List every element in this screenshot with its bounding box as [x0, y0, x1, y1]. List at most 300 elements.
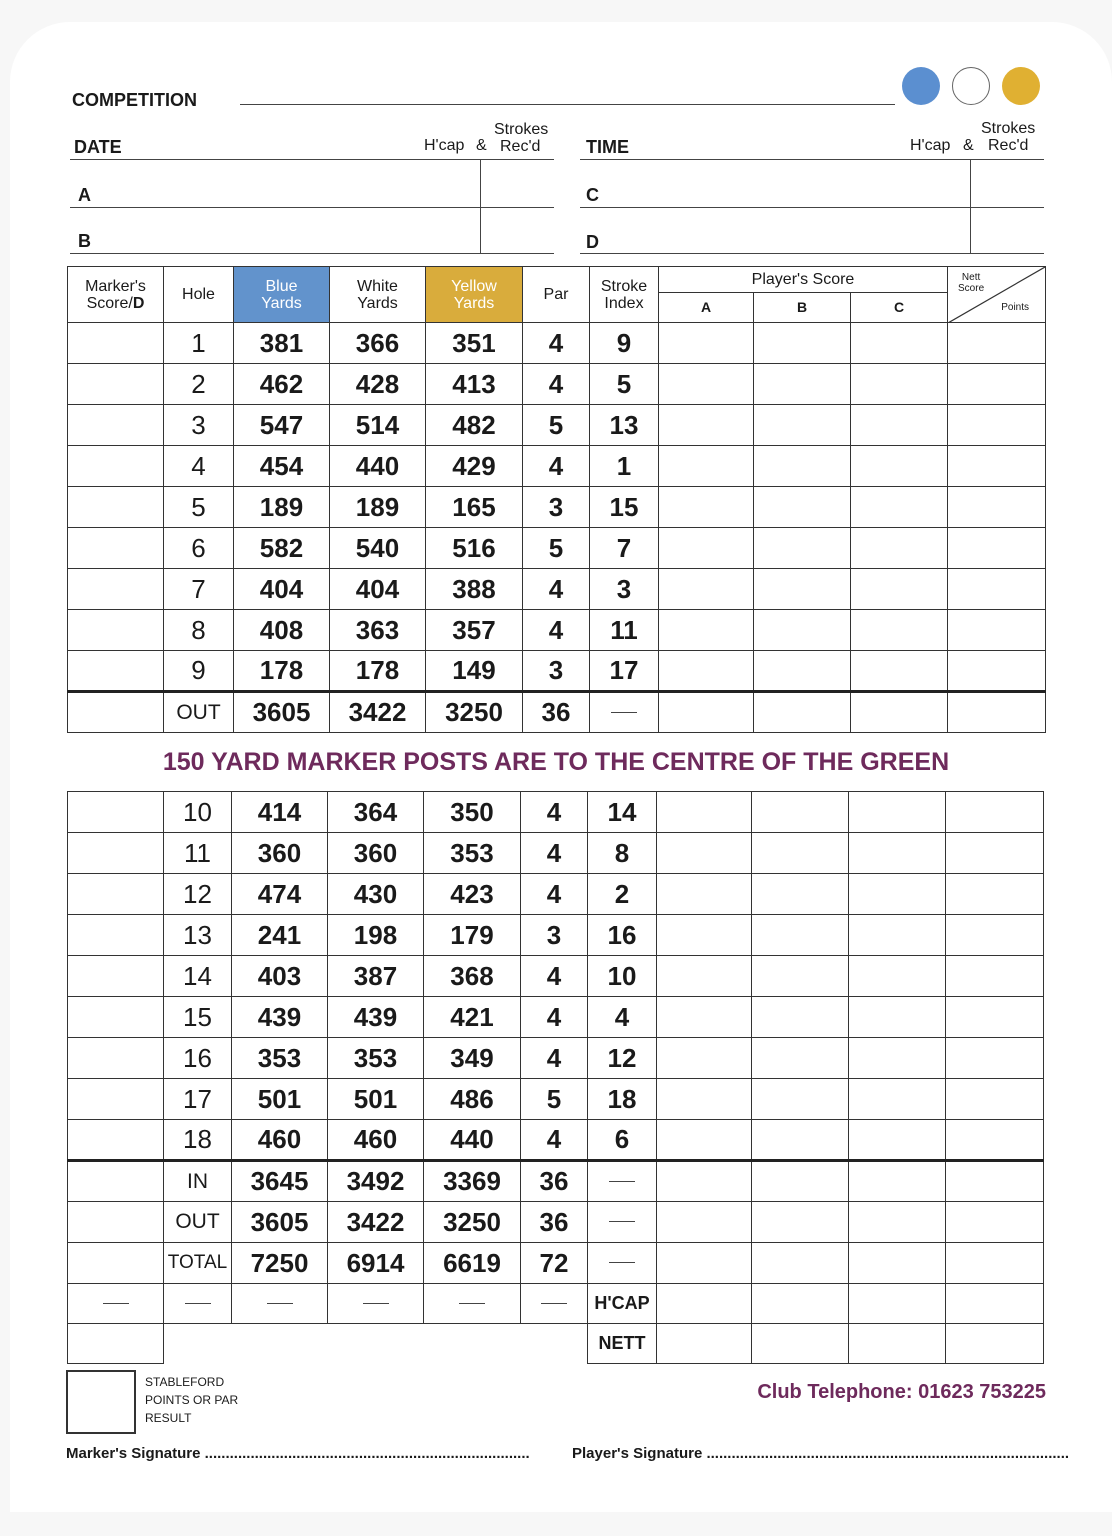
blue-yards: 241: [232, 915, 328, 956]
date-label: DATE: [74, 137, 122, 157]
nett-points-total[interactable]: [948, 692, 1046, 733]
player-a-score[interactable]: [657, 874, 752, 915]
marker-score-cell[interactable]: [68, 997, 164, 1038]
yellow-yards-total: 6619: [424, 1243, 521, 1284]
hole-number: 5: [164, 487, 234, 528]
player-b-total[interactable]: [752, 1202, 849, 1243]
player-c-score[interactable]: [849, 874, 946, 915]
par-header: Par: [523, 267, 590, 323]
marker-score-cell[interactable]: [68, 323, 164, 364]
stroke-index: 14: [588, 792, 657, 833]
amp-right: &: [963, 137, 974, 154]
nett-points[interactable]: [946, 997, 1044, 1038]
divider: [70, 159, 554, 160]
player-b-score[interactable]: [754, 610, 851, 651]
player-a-score[interactable]: [657, 956, 752, 997]
player-a-score[interactable]: [657, 1079, 752, 1120]
marker-score-cell[interactable]: [68, 1079, 164, 1120]
player-c-field[interactable]: [580, 207, 1044, 208]
table-row: [68, 1038, 1044, 1079]
table-row: [68, 792, 1044, 833]
yellow-yards: 351: [426, 323, 523, 364]
marker-score-cell[interactable]: [68, 1038, 164, 1079]
player-c-score[interactable]: [851, 487, 948, 528]
blue-yards: 439: [232, 997, 328, 1038]
player-b-score[interactable]: [754, 528, 851, 569]
yellow-yards: 440: [424, 1120, 521, 1161]
table-row: [68, 1120, 1044, 1161]
yellow-yards: 413: [426, 364, 523, 405]
blue-yards: 189: [234, 487, 330, 528]
white-yards: 540: [330, 528, 426, 569]
player-b-score[interactable]: [752, 833, 849, 874]
nett-points-total[interactable]: [946, 1161, 1044, 1202]
player-c-score[interactable]: [851, 446, 948, 487]
table-row: [68, 833, 1044, 874]
nett-points[interactable]: [948, 364, 1046, 405]
marker-score-cell[interactable]: [68, 692, 164, 733]
stroke-index: 12: [588, 1038, 657, 1079]
blue-yards: 404: [234, 569, 330, 610]
nett-row: [68, 1324, 1044, 1364]
stableford-label: STABLEFORD POINTS OR PAR RESULT: [145, 1375, 239, 1425]
white-yards: 440: [330, 446, 426, 487]
par: 3: [523, 487, 590, 528]
player-a-score[interactable]: [659, 651, 754, 692]
player-c-score[interactable]: [849, 1079, 946, 1120]
par-total: 72: [521, 1243, 588, 1284]
player-c-col-header: C: [851, 293, 948, 323]
table-row: [68, 405, 1046, 446]
blue-yards: 414: [232, 792, 328, 833]
hole-number: 6: [164, 528, 234, 569]
player-a-field[interactable]: [70, 207, 554, 208]
markers-signature[interactable]: Marker's Signature ..............................................................................: [66, 1445, 530, 1462]
par: 3: [521, 915, 588, 956]
player-b-score[interactable]: [752, 874, 849, 915]
player-a-score[interactable]: [657, 915, 752, 956]
player-d-field[interactable]: [580, 253, 1044, 254]
hole-number: 16: [164, 1038, 232, 1079]
blue-yards: 360: [232, 833, 328, 874]
player-a-hcap[interactable]: [657, 1284, 752, 1324]
white-yards: 198: [328, 915, 424, 956]
hcap-label-right: H'cap: [910, 137, 951, 154]
player-c-total[interactable]: [849, 1161, 946, 1202]
nett-points[interactable]: [948, 446, 1046, 487]
divider: [480, 160, 481, 253]
table-row: [68, 446, 1046, 487]
strokes-label-right: Strokes: [981, 120, 1036, 137]
nett-points-total[interactable]: [946, 1202, 1044, 1243]
player-d-label: D: [586, 232, 599, 252]
yellow-dash: [424, 1284, 521, 1324]
hole-number: 7: [164, 569, 234, 610]
marker-score-cell[interactable]: [68, 610, 164, 651]
nett-points[interactable]: [948, 405, 1046, 446]
nett-points[interactable]: [948, 323, 1046, 364]
player-c-label: C: [586, 185, 599, 205]
nett-points[interactable]: [948, 610, 1046, 651]
player-b-score[interactable]: [752, 1079, 849, 1120]
hole-number: 9: [164, 651, 234, 692]
stroke-index: 5: [590, 364, 659, 405]
player-a-score[interactable]: [659, 364, 754, 405]
par: 4: [521, 997, 588, 1038]
marker-score-cell[interactable]: [68, 364, 164, 405]
par: 4: [521, 874, 588, 915]
stroke-index: 7: [590, 528, 659, 569]
marker-score-cell[interactable]: [68, 446, 164, 487]
back-nine-table: [67, 791, 1044, 1364]
player-b-score[interactable]: [754, 323, 851, 364]
blue-yards: 582: [234, 528, 330, 569]
par-total: 36: [521, 1161, 588, 1202]
par: 4: [523, 446, 590, 487]
white-yards: 353: [328, 1038, 424, 1079]
player-b-score[interactable]: [754, 405, 851, 446]
player-a-score[interactable]: [659, 569, 754, 610]
stroke-index: 11: [590, 610, 659, 651]
stroke-index: 4: [588, 997, 657, 1038]
player-b-score[interactable]: [752, 1038, 849, 1079]
player-c-score[interactable]: [851, 528, 948, 569]
white-yards: 428: [330, 364, 426, 405]
blue-dash: [232, 1284, 328, 1324]
dash: [609, 1221, 635, 1222]
blue-yards-total: 3605: [232, 1202, 328, 1243]
player-b-nett[interactable]: [752, 1324, 849, 1364]
hole-number: 4: [164, 446, 234, 487]
hcap-label-left: H'cap: [424, 137, 465, 154]
stroke-index-dash: [588, 1243, 657, 1284]
hole-number: 15: [164, 997, 232, 1038]
par: 4: [523, 610, 590, 651]
marker-score-cell[interactable]: [68, 915, 164, 956]
recd-label-left: Rec'd: [500, 138, 541, 155]
nett-hcap[interactable]: [946, 1284, 1044, 1324]
player-c-total[interactable]: [849, 1243, 946, 1284]
par: 4: [523, 364, 590, 405]
white-yards-header: White Yards: [330, 267, 426, 323]
player-a-total[interactable]: [657, 1202, 752, 1243]
table-row: [68, 874, 1044, 915]
nett-points-total[interactable]: [946, 1243, 1044, 1284]
player-c-total[interactable]: [851, 692, 948, 733]
hcap-label: H'CAP: [588, 1284, 657, 1324]
nett-points[interactable]: [946, 915, 1044, 956]
player-a-col-header: A: [659, 293, 754, 323]
par-total: 36: [521, 1202, 588, 1243]
stroke-index: 10: [588, 956, 657, 997]
yellow-yards-total: 3369: [424, 1161, 521, 1202]
nett-points[interactable]: [948, 651, 1046, 692]
player-c-score[interactable]: [851, 405, 948, 446]
blue-yards: 353: [232, 1038, 328, 1079]
white-yards: 363: [330, 610, 426, 651]
nett-points[interactable]: [946, 1120, 1044, 1161]
stroke-index: 18: [588, 1079, 657, 1120]
yellow-yards-header: Yellow Yards: [426, 267, 523, 323]
dash: [363, 1303, 389, 1304]
player-a-total[interactable]: [657, 1243, 752, 1284]
player-b-total[interactable]: [752, 1161, 849, 1202]
player-a-total[interactable]: [657, 1161, 752, 1202]
blue-yards: 403: [232, 956, 328, 997]
competition-label: COMPETITION: [72, 90, 197, 110]
blue-yards: 547: [234, 405, 330, 446]
hole-number: 17: [164, 1079, 232, 1120]
player-b-score[interactable]: [754, 364, 851, 405]
yellow-yards: 179: [424, 915, 521, 956]
table-row: [68, 323, 1046, 364]
nett-points[interactable]: [946, 1079, 1044, 1120]
yellow-tee-circle: [1002, 67, 1040, 105]
marker-score-cell[interactable]: [68, 1120, 164, 1161]
marker-score-cell[interactable]: [68, 651, 164, 692]
nett-points[interactable]: [946, 833, 1044, 874]
nett-points[interactable]: [946, 874, 1044, 915]
blue-yards-total: 3645: [232, 1161, 328, 1202]
front-nine-table: [67, 266, 1046, 733]
yellow-yards-total: 3250: [426, 692, 523, 733]
yellow-yards: 429: [426, 446, 523, 487]
white-yards: 460: [328, 1120, 424, 1161]
marker-score-cell[interactable]: [68, 528, 164, 569]
nett-points[interactable]: [948, 569, 1046, 610]
divider: [970, 160, 971, 253]
stableford-result-box[interactable]: [66, 1370, 136, 1434]
marker-score-cell[interactable]: [68, 1202, 164, 1243]
player-b-hcap[interactable]: [752, 1284, 849, 1324]
player-c-score[interactable]: [849, 1120, 946, 1161]
stroke-index: 8: [588, 833, 657, 874]
player-a-nett[interactable]: [657, 1324, 752, 1364]
dash: [185, 1303, 211, 1304]
markers-score-header: Marker's Score/D: [68, 267, 164, 323]
hole-header: Hole: [164, 267, 234, 323]
yellow-yards: 350: [424, 792, 521, 833]
dash: [459, 1303, 485, 1304]
player-b-col-header: B: [754, 293, 851, 323]
par-total: 36: [523, 692, 590, 733]
par: 4: [521, 833, 588, 874]
yellow-yards: 368: [424, 956, 521, 997]
player-b-score[interactable]: [752, 1120, 849, 1161]
marker-score-cell[interactable]: [68, 956, 164, 997]
marker-score-cell[interactable]: [68, 833, 164, 874]
player-b-score[interactable]: [754, 651, 851, 692]
marker-nett-cell[interactable]: [68, 1324, 164, 1364]
blue-yards: 408: [234, 610, 330, 651]
player-b-field[interactable]: [70, 253, 554, 254]
marker-score-cell[interactable]: [68, 405, 164, 446]
par: 4: [521, 792, 588, 833]
total-row: [68, 1202, 1044, 1243]
player-c-score[interactable]: [849, 997, 946, 1038]
player-c-score[interactable]: [851, 610, 948, 651]
player-a-score[interactable]: [659, 487, 754, 528]
player-a-score[interactable]: [657, 792, 752, 833]
white-yards-total: 3492: [328, 1161, 424, 1202]
white-yards-total: 3422: [328, 1202, 424, 1243]
marker-score-cell[interactable]: [68, 569, 164, 610]
yellow-yards: 165: [426, 487, 523, 528]
dash: [103, 1303, 129, 1304]
recd-label-right: Rec'd: [988, 137, 1029, 154]
white-yards: 387: [328, 956, 424, 997]
table-row: [68, 364, 1046, 405]
nett-points[interactable]: [946, 792, 1044, 833]
stroke-index: 6: [588, 1120, 657, 1161]
player-c-score[interactable]: [849, 1038, 946, 1079]
stroke-index-header: Stroke Index: [590, 267, 659, 323]
player-a-score[interactable]: [657, 1038, 752, 1079]
marker-score-cell[interactable]: [68, 874, 164, 915]
player-c-score[interactable]: [849, 792, 946, 833]
amp-left: &: [476, 137, 487, 154]
player-b-score[interactable]: [752, 956, 849, 997]
total-label: TOTAL: [164, 1243, 232, 1284]
player-c-score[interactable]: [851, 651, 948, 692]
nett-points[interactable]: [946, 956, 1044, 997]
white-yards: 439: [328, 997, 424, 1038]
nett-points[interactable]: [948, 528, 1046, 569]
player-c-nett[interactable]: [849, 1324, 946, 1364]
hole-dash: [164, 1284, 232, 1324]
hole-number: 11: [164, 833, 232, 874]
yellow-yards: 516: [426, 528, 523, 569]
yellow-yards: 421: [424, 997, 521, 1038]
total-label: IN: [164, 1161, 232, 1202]
white-yards: 178: [330, 651, 426, 692]
player-a-score[interactable]: [659, 405, 754, 446]
par: 4: [521, 1120, 588, 1161]
player-b-score[interactable]: [754, 569, 851, 610]
stroke-index-dash: [588, 1161, 657, 1202]
dash: [609, 1181, 635, 1182]
player-c-score[interactable]: [851, 323, 948, 364]
player-c-hcap[interactable]: [849, 1284, 946, 1324]
player-c-total[interactable]: [849, 1202, 946, 1243]
blue-yards: 501: [232, 1079, 328, 1120]
player-c-score[interactable]: [851, 364, 948, 405]
stroke-index: 3: [590, 569, 659, 610]
player-c-score[interactable]: [849, 833, 946, 874]
yellow-yards: 423: [424, 874, 521, 915]
stroke-index: 13: [590, 405, 659, 446]
player-c-score[interactable]: [851, 569, 948, 610]
stroke-index: 17: [590, 651, 659, 692]
yellow-yards: 486: [424, 1079, 521, 1120]
player-b-score[interactable]: [752, 997, 849, 1038]
white-yards: 430: [328, 874, 424, 915]
marker-dash: [68, 1284, 164, 1324]
player-b-total[interactable]: [754, 692, 851, 733]
blue-yards: 462: [234, 364, 330, 405]
nett-total[interactable]: [946, 1324, 1044, 1364]
dash: [267, 1303, 293, 1304]
player-a-score[interactable]: [657, 1120, 752, 1161]
dash: [541, 1303, 567, 1304]
table-row: [68, 997, 1044, 1038]
marker-score-cell[interactable]: [68, 487, 164, 528]
yellow-yards: 149: [426, 651, 523, 692]
white-dash: [328, 1284, 424, 1324]
nett-score-points-header: Nett Score Points: [948, 267, 1046, 323]
player-c-score[interactable]: [849, 956, 946, 997]
table-row: [68, 651, 1046, 692]
yellow-yards-total: 3250: [424, 1202, 521, 1243]
blue-yards-header: Blue Yards: [234, 267, 330, 323]
club-telephone: Club Telephone: 01623 753225: [757, 1381, 1046, 1403]
blue-yards-total: 3605: [234, 692, 330, 733]
white-yards-total: 3422: [330, 692, 426, 733]
hole-number: 14: [164, 956, 232, 997]
player-a-total[interactable]: [659, 692, 754, 733]
yellow-yards: 388: [426, 569, 523, 610]
blue-yards: 178: [234, 651, 330, 692]
dash: [609, 1262, 635, 1263]
player-c-score[interactable]: [849, 915, 946, 956]
par: 3: [523, 651, 590, 692]
par: 5: [523, 528, 590, 569]
white-yards: 189: [330, 487, 426, 528]
white-yards: 364: [328, 792, 424, 833]
player-b-score[interactable]: [752, 915, 849, 956]
white-tee-circle: [952, 67, 990, 105]
divider: [580, 159, 1044, 160]
player-b-score[interactable]: [754, 487, 851, 528]
player-a-score[interactable]: [659, 323, 754, 364]
player-a-score[interactable]: [657, 833, 752, 874]
stroke-index-dash: [590, 692, 659, 733]
total-label: OUT: [164, 692, 234, 733]
player-b-total[interactable]: [752, 1243, 849, 1284]
total-row: [68, 1243, 1044, 1284]
player-b-score[interactable]: [752, 792, 849, 833]
yellow-yards: 353: [424, 833, 521, 874]
hcap-row: [68, 1284, 1044, 1324]
yellow-yards: 357: [426, 610, 523, 651]
player-a-score[interactable]: [659, 610, 754, 651]
nett-points[interactable]: [948, 487, 1046, 528]
competition-field[interactable]: [240, 104, 895, 105]
nett-points[interactable]: [946, 1038, 1044, 1079]
par: 4: [523, 323, 590, 364]
hole-number: 1: [164, 323, 234, 364]
players-signature[interactable]: Player's Signature .......................................................................................: [572, 1445, 1070, 1462]
table-row: [68, 487, 1046, 528]
player-a-score[interactable]: [659, 446, 754, 487]
player-a-score[interactable]: [657, 997, 752, 1038]
player-b-score[interactable]: [754, 446, 851, 487]
player-b-label: B: [78, 231, 91, 251]
player-a-score[interactable]: [659, 528, 754, 569]
white-yards: 404: [330, 569, 426, 610]
stroke-index: 16: [588, 915, 657, 956]
table-row: [68, 528, 1046, 569]
marker-score-cell[interactable]: [68, 792, 164, 833]
stroke-index: 1: [590, 446, 659, 487]
dash: [611, 712, 637, 713]
player-a-label: A: [78, 185, 91, 205]
marker-score-cell[interactable]: [68, 1243, 164, 1284]
white-yards: 360: [328, 833, 424, 874]
marker-score-cell[interactable]: [68, 1161, 164, 1202]
white-yards-total: 6914: [328, 1243, 424, 1284]
par: 5: [521, 1079, 588, 1120]
